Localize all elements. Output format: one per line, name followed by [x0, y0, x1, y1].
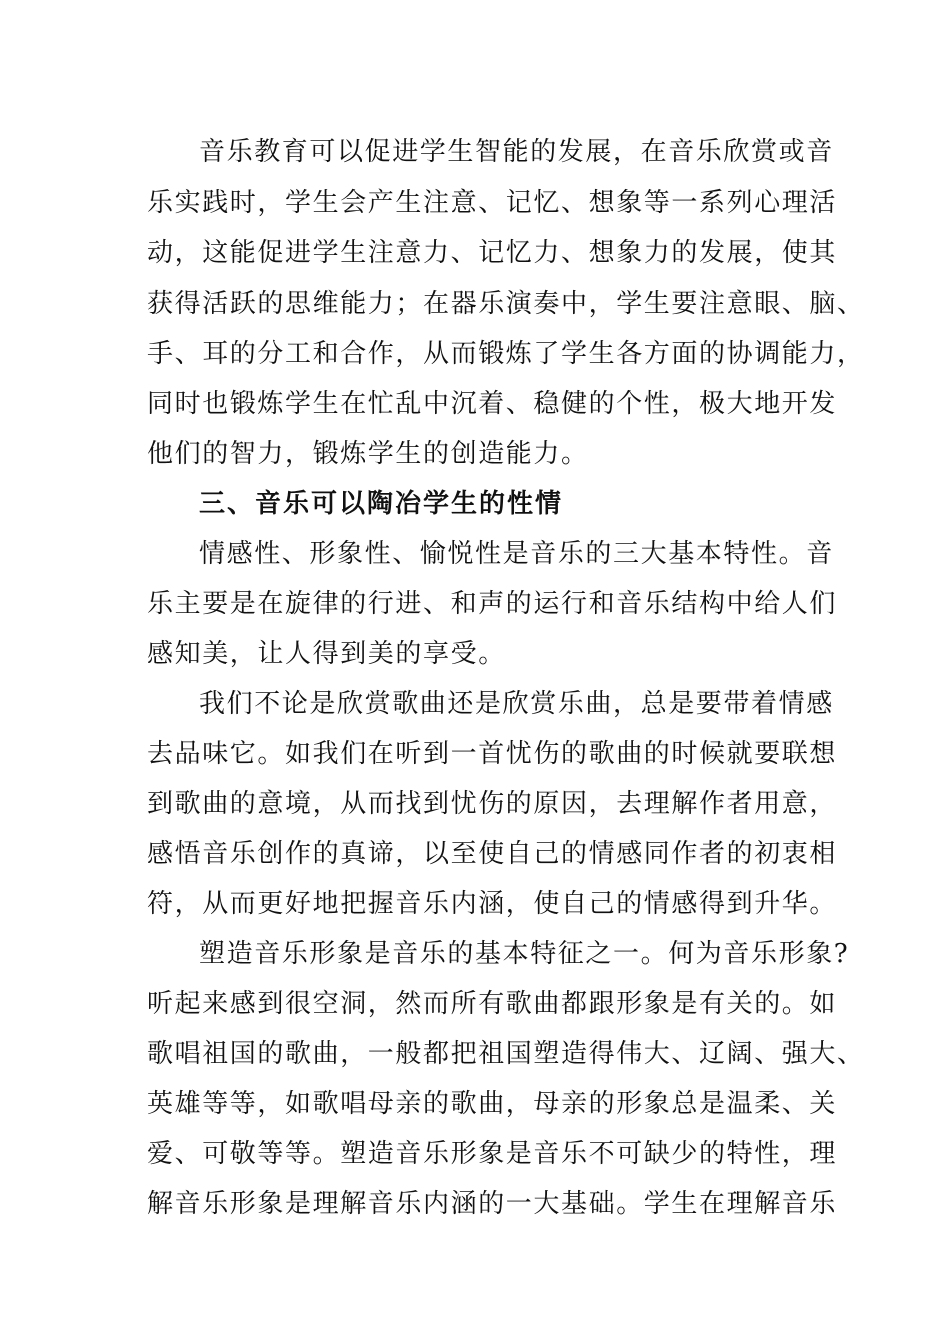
- paragraph-line: 情感性、形象性、愉悦性是音乐的三大基本特性。音: [199, 539, 834, 569]
- paragraph-line: 动，这能促进学生注意力、记忆力、想象力的发展，使其: [147, 238, 838, 268]
- paragraph-line: 乐实践时，学生会产生注意、记忆、想象等一系列心理活: [147, 188, 838, 218]
- paragraph-line: 手、耳的分工和合作，从而锻炼了学生各方面的协调能力，: [147, 339, 865, 369]
- paragraph-line: 同时也锻炼学生在忙乱中沉着、稳健的个性，极大地开发: [147, 389, 838, 419]
- paragraph-line: 听起来感到很空洞，然而所有歌曲都跟形象是有关的。如: [147, 989, 838, 1019]
- paragraph-line: 音乐教育可以促进学生智能的发展，在音乐欣赏或音: [199, 137, 834, 167]
- paragraph-line: 英雄等等，如歌唱母亲的歌曲，母亲的形象总是温柔、关: [147, 1089, 838, 1119]
- paragraph-line: 到歌曲的意境，从而找到忧伤的原因，去理解作者用意，: [147, 789, 838, 819]
- paragraph-line: 去品味它。如我们在听到一首忧伤的歌曲的时候就要联想: [147, 739, 838, 769]
- paragraph-line: 符，从而更好地把握音乐内涵，使自己的情感得到升华。: [147, 889, 838, 919]
- paragraph-line: 爱、可敬等等。塑造音乐形象是音乐不可缺少的特性，理: [147, 1139, 838, 1169]
- paragraph-line: 歌唱祖国的歌曲，一般都把祖国塑造得伟大、辽阔、强大、: [147, 1039, 865, 1069]
- paragraph-line: 解音乐形象是理解音乐内涵的一大基础。学生在理解音乐: [147, 1189, 838, 1219]
- paragraph-line: 塑造音乐形象是音乐的基本特征之一。何为音乐形象?: [199, 939, 850, 969]
- section-heading: 三、音乐可以陶冶学生的性情: [199, 489, 564, 519]
- paragraph-line: 乐主要是在旋律的行进、和声的运行和音乐结构中给人们: [147, 589, 838, 619]
- paragraph-line: 我们不论是欣赏歌曲还是欣赏乐曲，总是要带着情感: [199, 689, 834, 719]
- paragraph-line: 感悟音乐创作的真谛，以至使自己的情感同作者的初衷相: [147, 839, 838, 869]
- paragraph-line: 获得活跃的思维能力；在器乐演奏中，学生要注意眼、脑、: [147, 289, 865, 319]
- paragraph-line: 感知美，让人得到美的享受。: [147, 639, 506, 669]
- paragraph-line: 他们的智力，锻炼学生的创造能力。: [147, 439, 589, 469]
